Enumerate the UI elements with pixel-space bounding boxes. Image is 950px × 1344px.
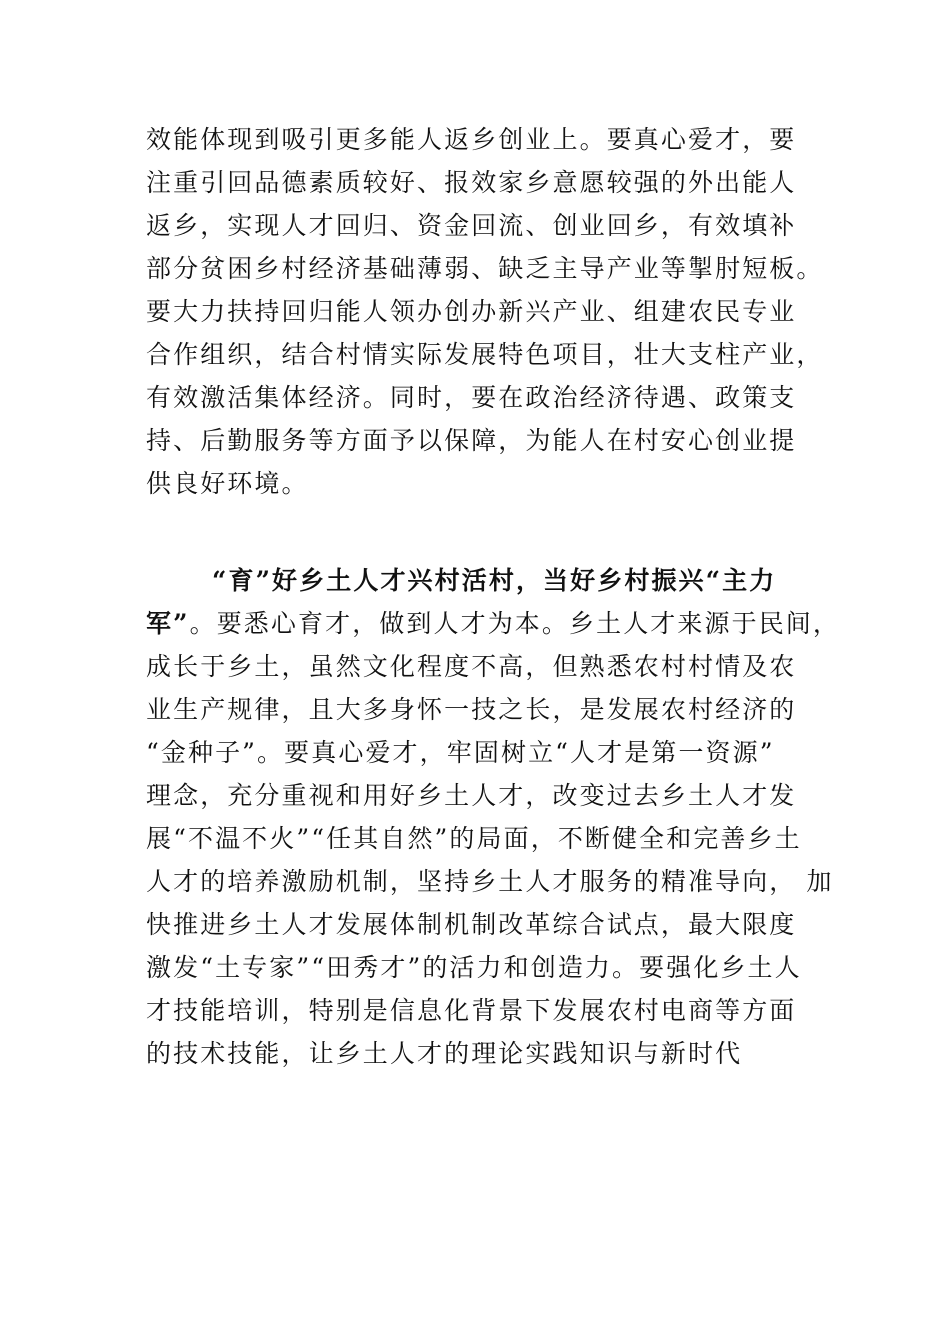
paragraph-two-line-text: 。要悉心育才，做到人才为本。乡土人才来源于民间，: [189, 609, 840, 638]
paragraph-one: [146, 118, 836, 505]
paragraph-one-line: 持、后勤服务等方面予以保障，为能人在村安心创业提: [146, 426, 797, 455]
paragraph-two-line: 的技术技能，让乡土人才的理论实践知识与新时代: [146, 1039, 743, 1068]
paragraph-two-line: 激发“土专家”“田秀才”的活力和创造力。要强化乡土人: [146, 953, 802, 982]
paragraph-one-line: 合作组织，结合村情实际发展特色项目，壮大支柱产业，: [146, 340, 824, 369]
paragraph-two-line: 业生产规律，且大多身怀一技之长，是发展农村经济的: [146, 695, 797, 724]
paragraph-two-line: 展“不温不火”“任其自然”的局面，不断健全和完善乡土: [146, 824, 802, 853]
paragraph-one-line: 返乡，实现人才回归、资金回流、创业回乡，有效填补: [146, 211, 797, 240]
paragraph-two-line: 人才的培养激励机制，坚持乡土人才服务的精准导向， 加: [146, 867, 834, 896]
paragraph-two-line: 理念，充分重视和用好乡土人才，改变过去乡土人才发: [146, 781, 797, 810]
paragraph-one-line: 部分贫困乡村经济基础薄弱、缺乏主导产业等掣肘短板。: [146, 254, 824, 283]
paragraph-one-line: 供良好环境。: [146, 469, 309, 498]
paragraph-one-line: 有效激活集体经济。同时，要在政治经济待遇、政策支: [146, 383, 797, 412]
paragraph-two-line: 快推进乡土人才发展体制机制改革综合试点，最大限度: [146, 910, 797, 939]
paragraph-one-line: 效能体现到吸引更多能人返乡创业上。要真心爱才，要: [146, 125, 797, 154]
paragraph-two-line: [146, 602, 840, 645]
paragraph-two-line: 成长于乡土，虽然文化程度不高，但熟悉农村村情及农: [146, 652, 797, 681]
paragraph-two-heading: “育”好乡土人才兴村活村，当好乡村振兴“主力: [212, 566, 777, 595]
paragraph-two-heading-end: 军”: [146, 609, 190, 638]
paragraph-one-line: 注重引回品德素质较好、报效家乡意愿较强的外出能人: [146, 168, 797, 197]
paragraph-two-line: “金种子”。要真心爱才，牢固树立“人才是第一资源”: [146, 738, 775, 767]
paragraph-two: [146, 559, 840, 1075]
paragraph-one-line: 要大力扶持回归能人领办创办新兴产业、组建农民专业: [146, 297, 797, 326]
paragraph-two-line: 才技能培训，特别是信息化背景下发展农村电商等方面: [146, 996, 797, 1025]
